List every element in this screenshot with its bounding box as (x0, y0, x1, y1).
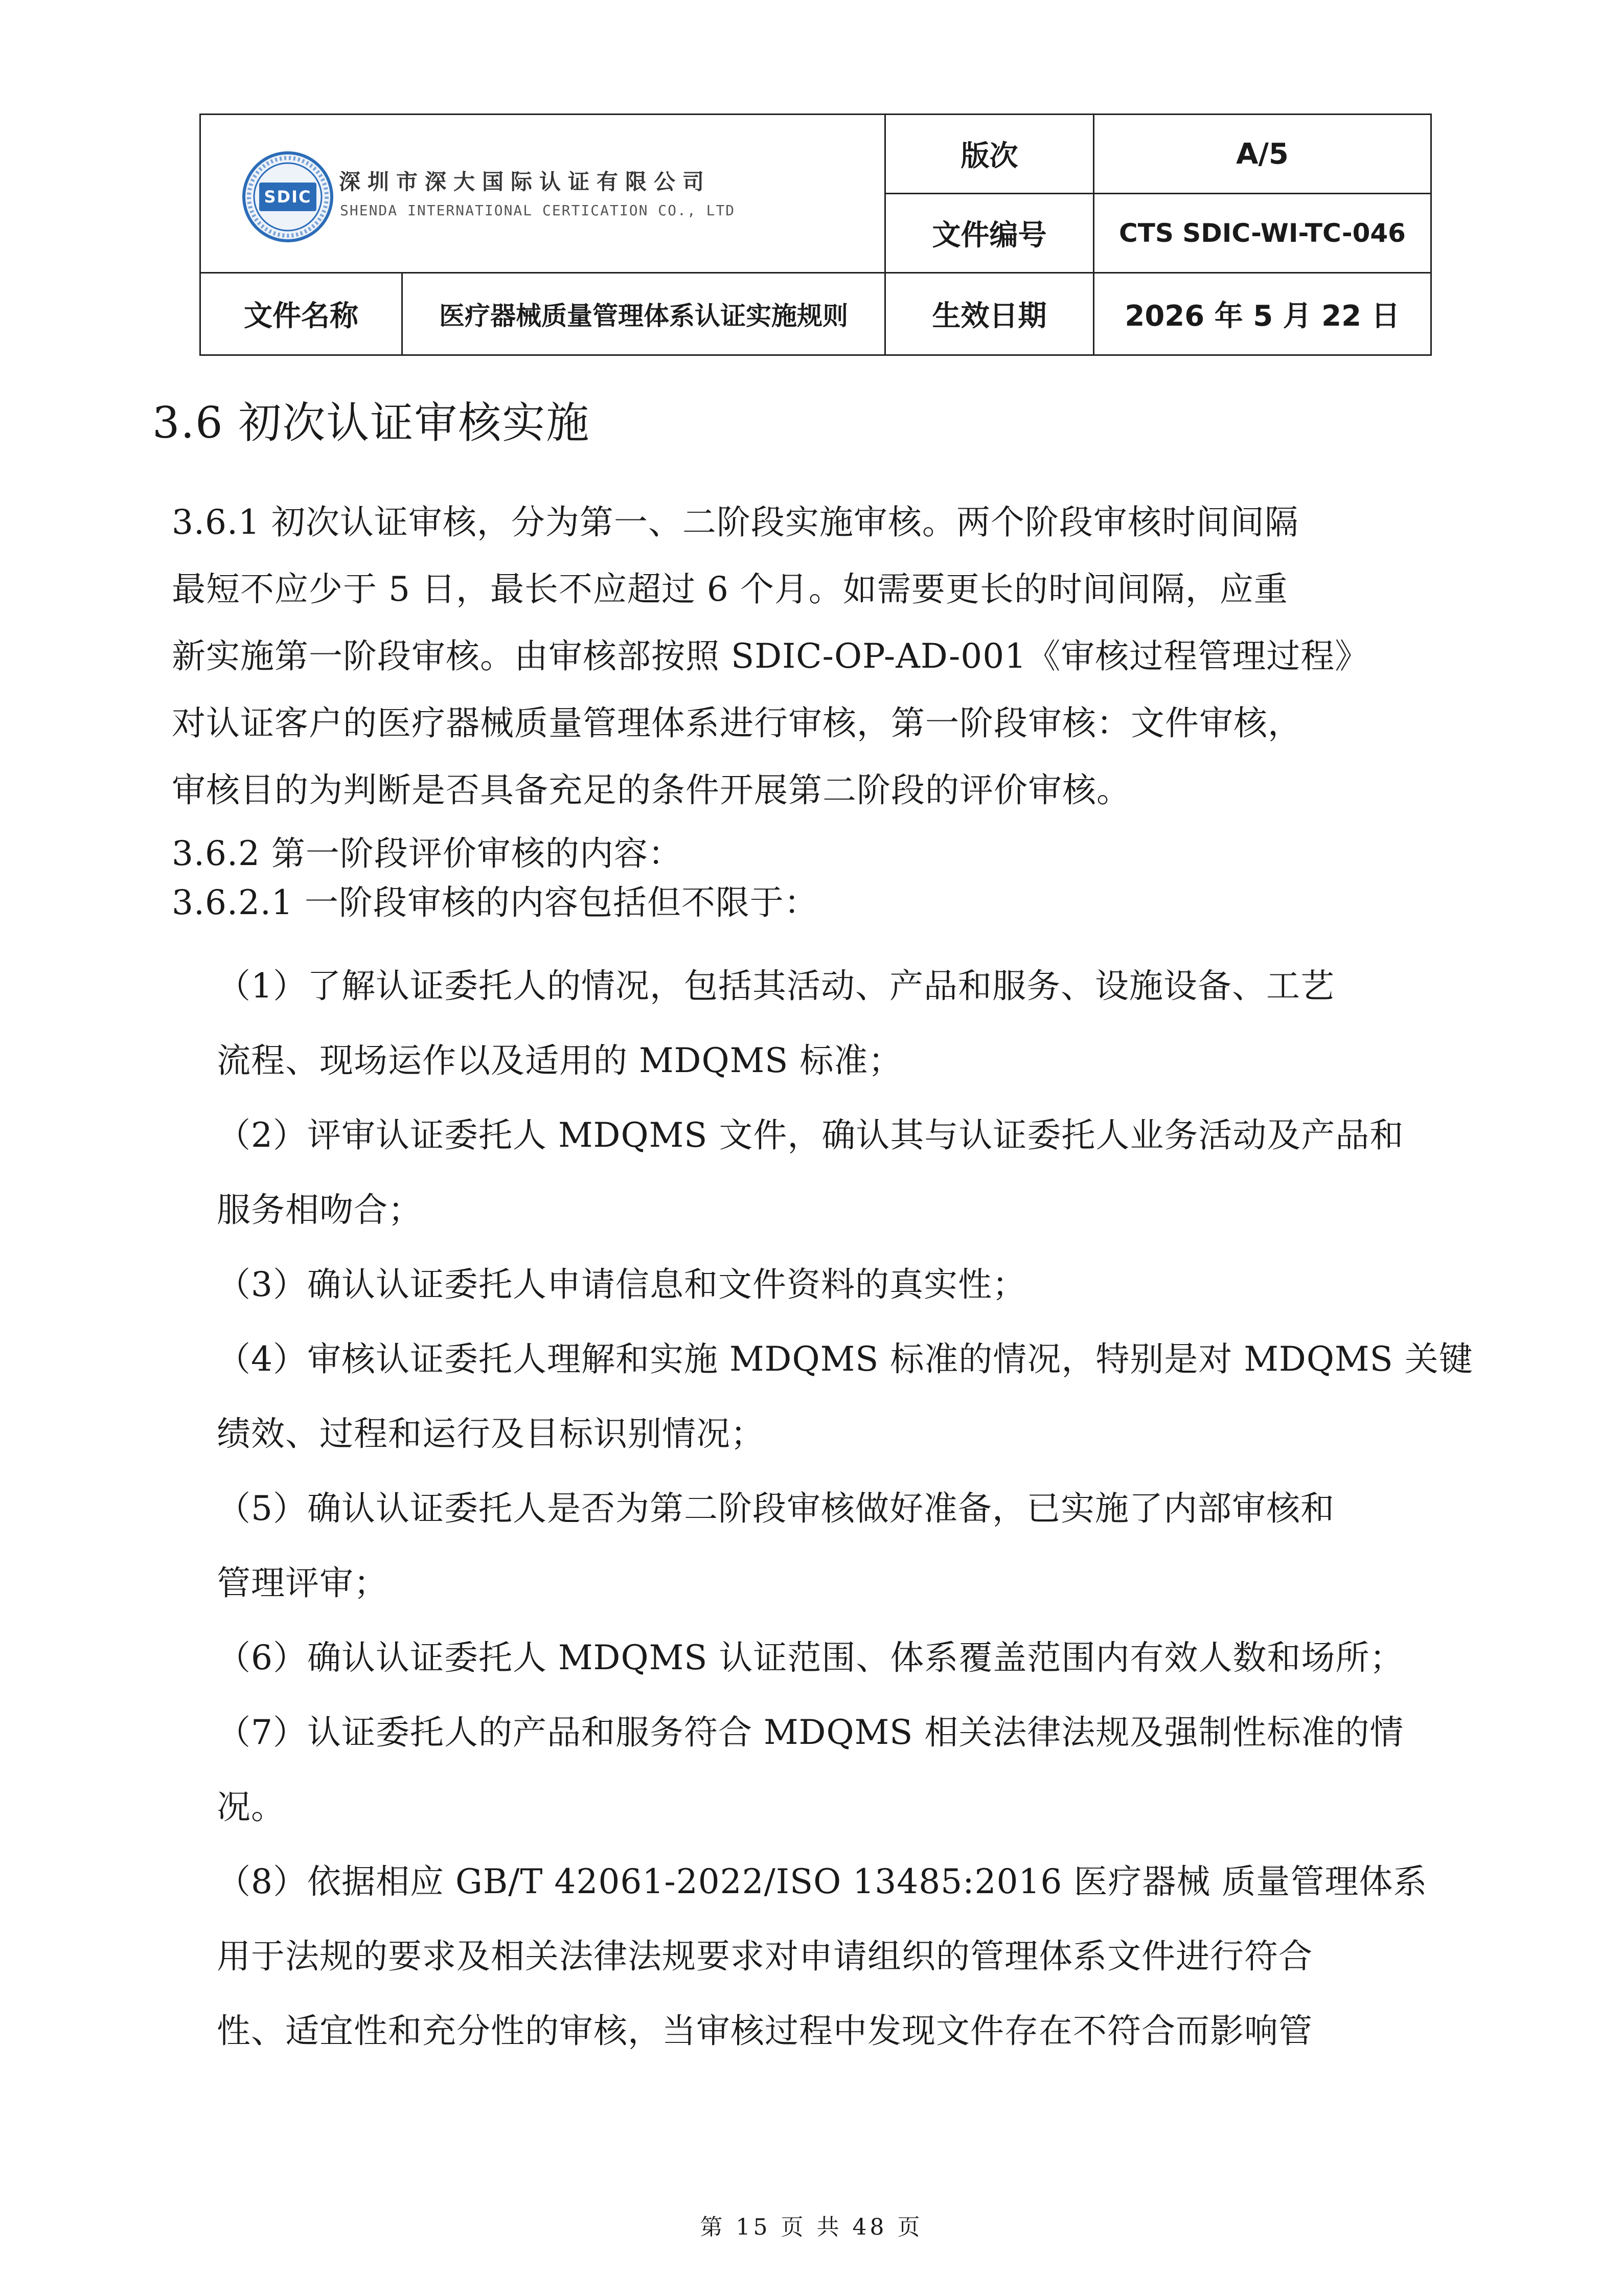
list-item: 性、适宜性和充分性的审核，当审核过程中发现文件存在不符合而影响管 (217, 2011, 1313, 2051)
effective-date-label: 生效日期 (885, 273, 1094, 355)
company-logo-cell (200, 115, 885, 273)
list-item: （7）认证委托人的产品和服务符合 MDQMS 相关法律法规及强制性标准的情 (217, 1713, 1404, 1752)
text-line: 对认证客户的医疗器械质量管理体系进行审核，第一阶段审核：文件审核， (172, 703, 1302, 743)
doc-name-label: 文件名称 (200, 273, 402, 355)
text-line: 最短不应少于 5 日，最长不应超过 6 个月。如需要更长的时间间隔，应重 (172, 570, 1288, 609)
section-title: 3.6 初次认证审核实施 (152, 398, 590, 448)
list-item: 流程、现场运作以及适用的 MDQMS 标准； (217, 1041, 903, 1080)
version-value: A/5 (1094, 115, 1431, 194)
paragraph-3-6-1 (172, 489, 1369, 824)
list-item: （1）了解认证委托人的情况，包括其活动、产品和服务、设施设备、工艺 (217, 966, 1335, 1006)
list-item: （3）确认认证委托人申请信息和文件资料的真实性； (217, 1265, 1026, 1304)
text-line: 3.6.1 初次认证审核，分为第一、二阶段实施审核。两个阶段审核时间间隔 (172, 503, 1299, 542)
text-line: 3.6.2.1 一阶段审核的内容包括但不限于： (172, 883, 818, 922)
document-header-table (199, 113, 1432, 356)
paragraph-3-6-2 (172, 829, 818, 927)
text-line: 新实施第一阶段审核。由审核部按照 SDIC-OP-AD-001《审核过程管理过程》 (172, 636, 1369, 676)
list-item: （2）评审认证委托人 MDQMS 文件，确认其与认证委托人业务活动及产品和 (217, 1116, 1404, 1155)
list-item: 用于法规的要求及相关法律法规要求对申请组织的管理体系文件进行符合 (217, 1937, 1313, 1976)
doc-number-value: CTS SDIC-WI-TC-046 (1094, 194, 1431, 273)
text-line: 审核目的为判断是否具备充足的条件开展第二阶段的评价审核。 (172, 770, 1131, 810)
list-item: （8）依据相应 GB/T 42061-2022/ISO 13485:2016 医疗器械 质量管理体系 (217, 1862, 1428, 1901)
list-item: （5）确认认证委托人是否为第二阶段审核做好准备，已实施了内部审核和 (217, 1489, 1335, 1528)
list-item: 况。 (217, 1787, 285, 1827)
doc-name-value: 医疗器械质量管理体系认证实施规则 (402, 273, 885, 355)
version-label: 版次 (885, 115, 1094, 194)
company-logo (242, 151, 906, 243)
company-name-cn: 深圳市深大国际认证有限公司 (339, 169, 712, 194)
page-footer: 第 15 页 共 48 页 (700, 2214, 923, 2240)
item-list (217, 949, 1473, 2068)
doc-number-label: 文件编号 (885, 194, 1094, 273)
effective-date-value: 2026 年 5 月 22 日 (1094, 273, 1431, 355)
company-name-en: SHENDA INTERNATIONAL CERTICATION CO., LTD (340, 202, 736, 219)
logo-text: SDIC (259, 183, 316, 211)
list-item: 管理评审； (217, 1563, 388, 1603)
list-item: （4）审核认证委托人理解和实施 MDQMS 标准的情况，特别是对 MDQMS 关键 (217, 1339, 1473, 1379)
list-item: 服务相吻合； (217, 1190, 422, 1230)
list-item: 绩效、过程和运行及目标识别情况； (217, 1414, 765, 1453)
text-line: 3.6.2 第一阶段评价审核的内容： (172, 834, 682, 873)
list-item: （6）确认认证委托人 MDQMS 认证范围、体系覆盖范围内有效人数和场所； (217, 1638, 1404, 1677)
